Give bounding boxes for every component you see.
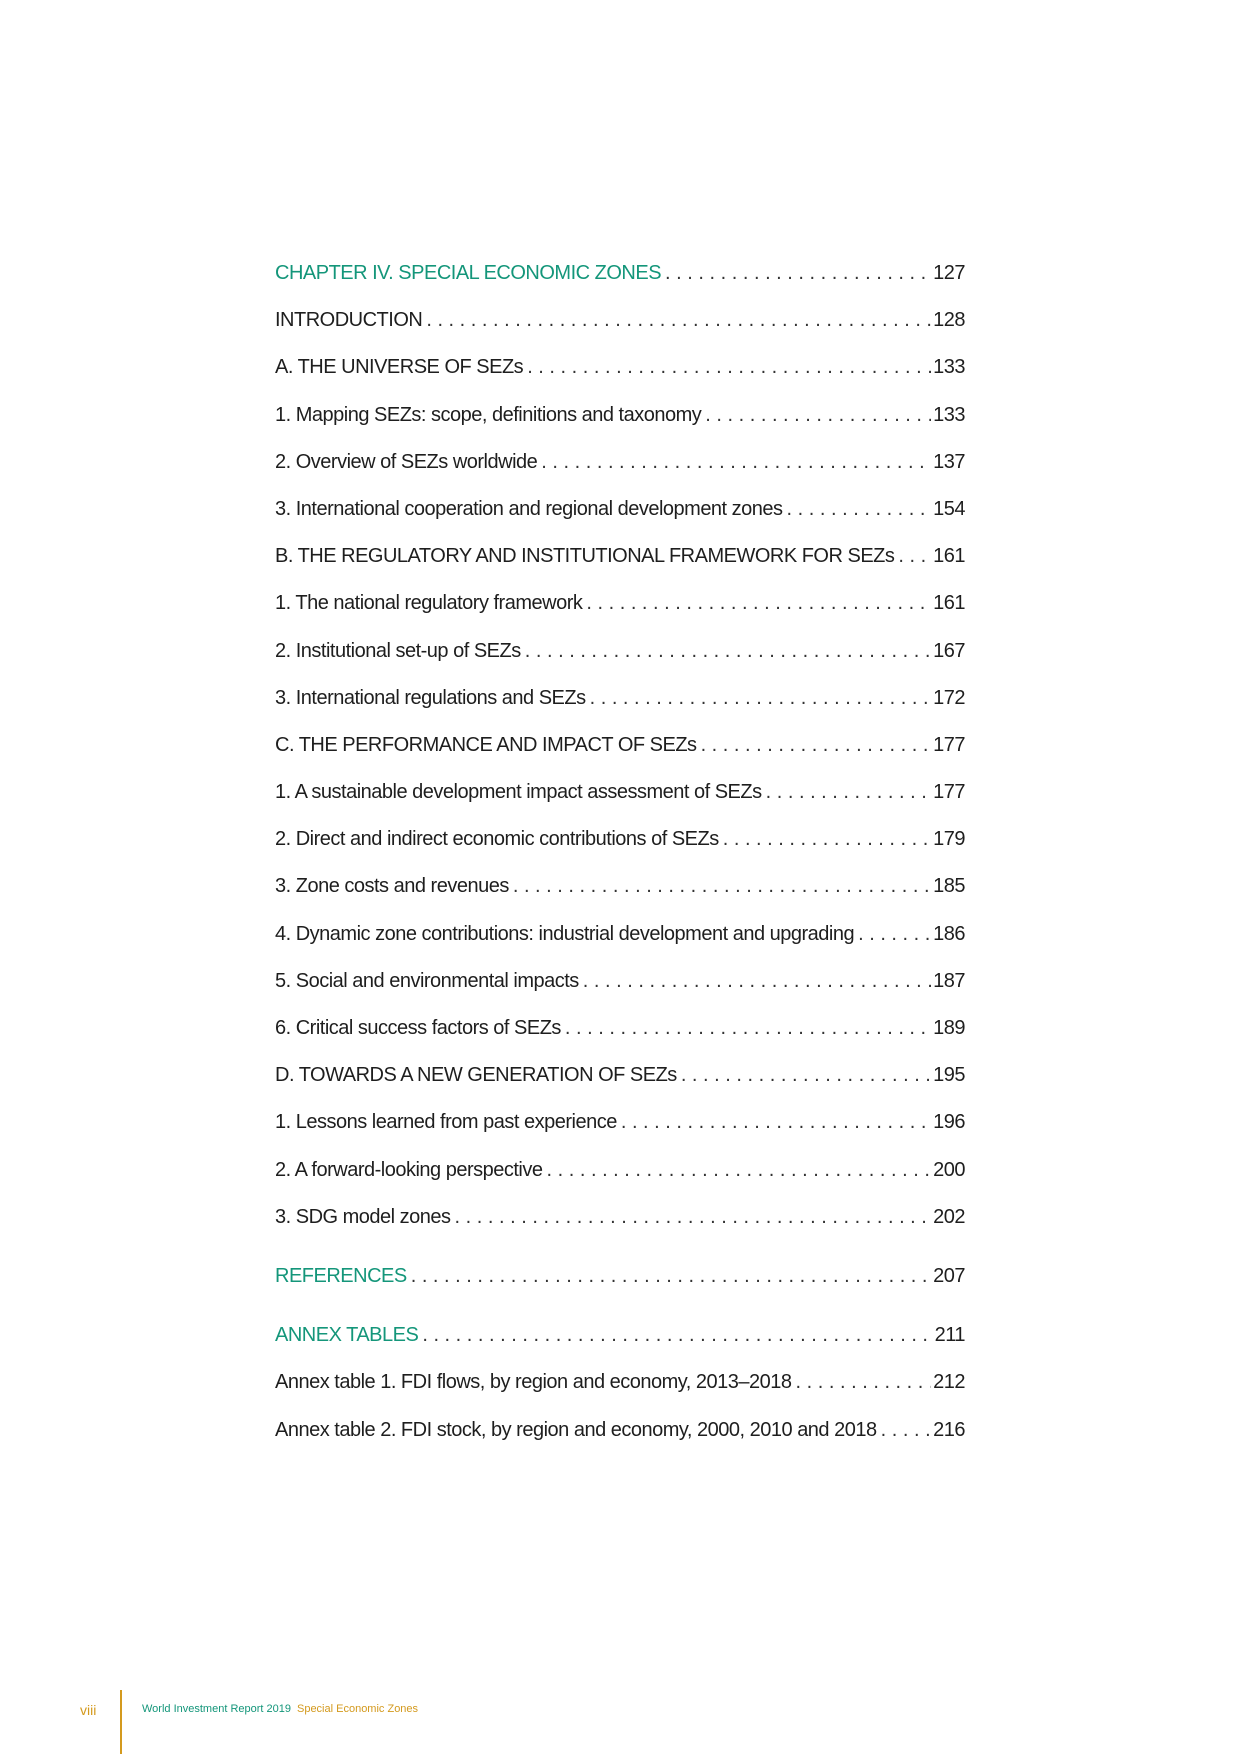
toc-entry-page-number: 161 <box>933 592 965 615</box>
toc-entry-page-number: 172 <box>933 686 965 709</box>
dot-leader <box>411 1265 931 1288</box>
toc-entry-title: 2. A forward-looking perspective <box>275 1158 543 1181</box>
toc-entry-title: 1. The national regulatory framework <box>275 592 583 615</box>
dot-leader <box>547 1159 932 1182</box>
toc-entry[interactable] <box>275 262 965 309</box>
toc-entry[interactable] <box>275 828 965 875</box>
toc-entry-page-number: 186 <box>933 922 965 945</box>
toc-entry-title: 4. Dynamic zone contributions: industrial development and upgrading <box>275 922 855 945</box>
toc-entry[interactable] <box>275 640 965 687</box>
toc-entry-page-number: 189 <box>933 1017 965 1039</box>
dot-leader <box>565 1017 931 1040</box>
toc-entry[interactable] <box>275 451 965 498</box>
toc-entry-title: Annex table 2. FDI stock, by region and economy, 2000, 2010 and 2018 <box>275 1418 877 1441</box>
toc-entry-title: D. TOWARDS A NEW GENERATION OF SEZs <box>275 1064 677 1087</box>
toc-entry-title: 3. International regulations and SEZs <box>275 686 586 709</box>
toc-entry[interactable] <box>275 545 965 592</box>
toc-entry[interactable] <box>275 1064 965 1111</box>
toc-entry[interactable] <box>275 1324 965 1371</box>
toc-entry-page-number: 154 <box>933 497 965 520</box>
toc-entry-page-number: 207 <box>933 1264 965 1287</box>
dot-leader <box>525 640 931 663</box>
dot-leader <box>513 875 931 898</box>
toc-entry[interactable] <box>275 1206 965 1253</box>
dot-leader <box>590 687 932 710</box>
toc-entry-title: 1. A sustainable development impact assessment of SEZs <box>275 781 762 804</box>
toc-entry[interactable] <box>275 1111 965 1158</box>
toc-entry[interactable] <box>275 592 965 639</box>
dot-leader <box>796 1371 932 1394</box>
toc-entry[interactable] <box>275 498 965 545</box>
toc-entry[interactable] <box>275 923 965 970</box>
toc-entry[interactable] <box>275 1419 965 1466</box>
toc-entry[interactable] <box>275 1017 965 1064</box>
dot-leader <box>705 404 931 427</box>
dot-leader <box>621 1111 931 1134</box>
dot-leader <box>723 828 931 851</box>
toc-entry[interactable] <box>275 687 965 734</box>
page-footer <box>0 1690 1240 1754</box>
toc-entry-page-number: 195 <box>933 1064 965 1087</box>
toc-entry[interactable] <box>275 356 965 403</box>
toc-entry-page-number: 177 <box>933 781 965 804</box>
toc-entry-page-number: 137 <box>933 450 965 473</box>
report-subtitle: Special Economic Zones <box>296 1703 419 1715</box>
toc-entry-title: 2. Overview of SEZs worldwide <box>275 450 538 473</box>
toc-entry-title: 6. Critical success factors of SEZs <box>275 1017 561 1039</box>
toc-entry[interactable] <box>275 875 965 922</box>
toc-entry[interactable] <box>275 309 965 356</box>
dot-leader <box>426 309 931 332</box>
toc-entry-page-number: 216 <box>933 1418 965 1441</box>
table-of-contents <box>275 262 965 1466</box>
toc-entry-page-number: 133 <box>933 403 965 426</box>
toc-entry[interactable] <box>275 1265 965 1312</box>
dot-leader <box>787 498 932 521</box>
toc-entry-page-number: 161 <box>933 545 965 568</box>
dot-leader <box>701 734 932 757</box>
dot-leader <box>665 262 931 285</box>
toc-entry-page-number: 177 <box>933 733 965 756</box>
dot-leader <box>541 451 931 474</box>
dot-leader <box>898 545 931 568</box>
toc-entry-title: REFERENCES <box>275 1264 407 1287</box>
dot-leader <box>422 1324 932 1347</box>
toc-entry-title: 1. Mapping SEZs: scope, definitions and taxonomy <box>275 403 702 426</box>
running-footer <box>142 1703 418 1715</box>
toc-entry[interactable] <box>275 404 965 451</box>
toc-entry-title: ANNEX TABLES <box>275 1324 419 1347</box>
toc-entry-page-number: 196 <box>933 1111 965 1134</box>
toc-entry[interactable] <box>275 1371 965 1418</box>
footer-divider <box>120 1690 122 1754</box>
toc-entry[interactable] <box>275 734 965 781</box>
toc-entry-page-number: 200 <box>933 1158 965 1181</box>
toc-entry-title: B. THE REGULATORY AND INSTITUTIONAL FRAMEWORK FOR SEZs <box>275 545 895 568</box>
toc-entry-title: 1. Lessons learned from past experience <box>275 1111 617 1134</box>
dot-leader <box>858 923 931 946</box>
toc-entry-title: 3. International cooperation and regional development zones <box>275 497 783 520</box>
dot-leader <box>586 592 931 615</box>
toc-entry[interactable] <box>275 781 965 828</box>
toc-entry-title: 5. Social and environmental impacts <box>275 969 579 992</box>
toc-entry-page-number: 185 <box>933 875 965 898</box>
toc-entry[interactable] <box>275 1159 965 1206</box>
toc-entry-page-number: 212 <box>933 1371 965 1394</box>
dot-leader <box>766 781 932 804</box>
toc-entry-page-number: 202 <box>933 1205 965 1228</box>
toc-entry-title: 2. Direct and indirect economic contributions of SEZs <box>275 828 719 851</box>
toc-entry-page-number: 179 <box>933 828 965 851</box>
toc-entry[interactable] <box>275 970 965 1017</box>
toc-entry-page-number: 187 <box>933 969 965 992</box>
toc-entry-title: C. THE PERFORMANCE AND IMPACT OF SEZs <box>275 733 697 756</box>
dot-leader <box>881 1419 932 1442</box>
toc-entry-page-number: 128 <box>933 309 965 332</box>
toc-entry-title: Annex table 1. FDI flows, by region and economy, 2013–2018 <box>275 1371 792 1394</box>
toc-entry-title: CHAPTER IV. SPECIAL ECONOMIC ZONES <box>275 262 662 284</box>
toc-entry-title: A. THE UNIVERSE OF SEZs <box>275 356 524 379</box>
dot-leader <box>583 970 931 993</box>
page-number: viii <box>80 1702 97 1718</box>
toc-entry-page-number: 133 <box>933 356 965 379</box>
toc-entry-page-number: 167 <box>933 639 965 662</box>
toc-entry-title: INTRODUCTION <box>275 309 423 332</box>
report-title: World Investment Report 2019 <box>142 1703 291 1715</box>
toc-entry-page-number: 127 <box>933 262 965 284</box>
toc-entry-title: 2. Institutional set-up of SEZs <box>275 639 521 662</box>
dot-leader <box>455 1206 932 1229</box>
dot-leader <box>527 356 931 379</box>
toc-entry-page-number: 211 <box>934 1324 965 1347</box>
dot-leader <box>681 1064 931 1087</box>
toc-entry-title: 3. SDG model zones <box>275 1205 451 1228</box>
toc-entry-title: 3. Zone costs and revenues <box>275 875 509 898</box>
